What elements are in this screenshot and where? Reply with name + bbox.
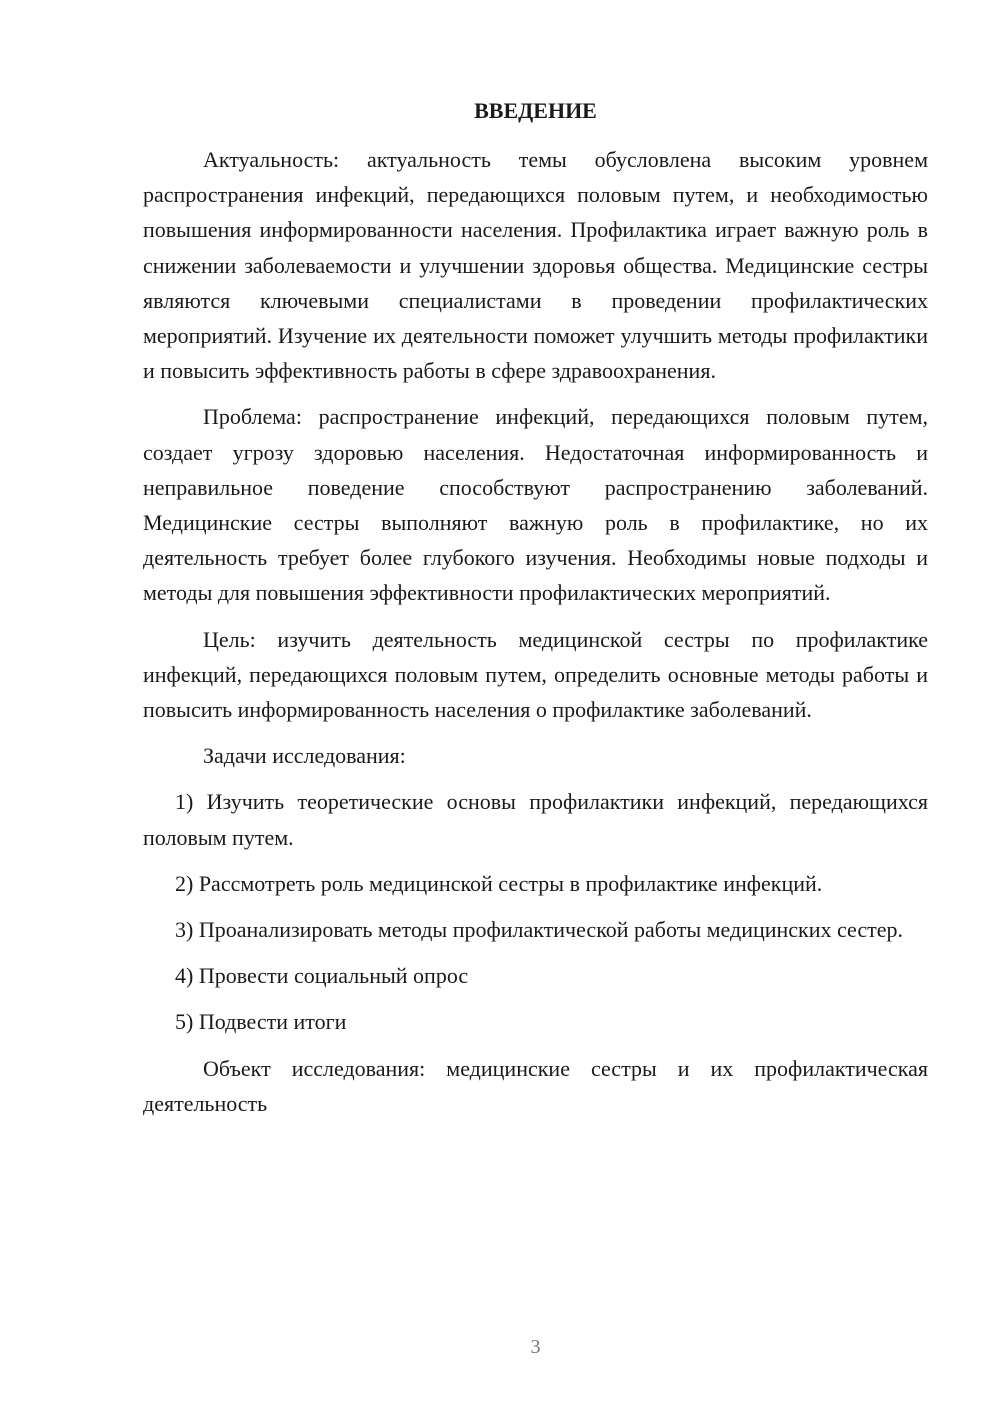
task-item: 5) Подвести итоги (175, 1009, 347, 1035)
task-item: 1) Изучить теоретические основы профилактики инфекций, передающихся половым путем. (143, 789, 928, 850)
relevance-paragraph: Актуальность: актуальность темы обусловлена высоким уровнем распространения инфекций, передающихся половым путем, и необходимостью повышения информированности населения. Профилактика играет важную роль в снижении заболеваемости и улучшении здоровья общества. Медицинские сестры являются ключевыми специалистами в проведении профилактических мероприятий. Изучение их деятельности поможет улучшить методы профилактики и повысить эффективность работы в сфере здравоохранения. (143, 147, 928, 384)
goal-paragraph: Цель: изучить деятельность медицинской сестры по профилактике инфекций, передающихся половым путем, определить основные методы работы и повысить информированность населения о профилактике заболеваний. (143, 626, 928, 723)
tasks-title: Задачи исследования: (203, 743, 406, 769)
page-number: 3 (530, 1336, 541, 1358)
body-text (143, 142, 928, 1132)
object-paragraph: Объект исследования: медицинские сестры и их профилактическая деятельность (143, 1055, 928, 1116)
task-item: 2) Рассмотреть роль медицинской сестры в профилактике инфекций. (175, 870, 823, 896)
task-item: 4) Провести социальный опрос (175, 963, 469, 989)
document-page (143, 0, 928, 1414)
section-heading: ВВЕДЕНИЕ (474, 98, 597, 123)
task-item: 3) Проанализировать методы профилактической работы медицинских сестер. (175, 917, 903, 943)
problem-paragraph: Проблема: распространение инфекций, передающихся половым путем, создает угрозу здоровью населения. Недостаточная информированность и неправильное поведение способствуют распространению заболеваний. Медицинские сестры выполняют важную роль в профилактике, но их деятельность требует более глубокого изучения. Необходимы новые подходы и методы для повышения эффективности профилактических мероприятий. (143, 404, 928, 606)
